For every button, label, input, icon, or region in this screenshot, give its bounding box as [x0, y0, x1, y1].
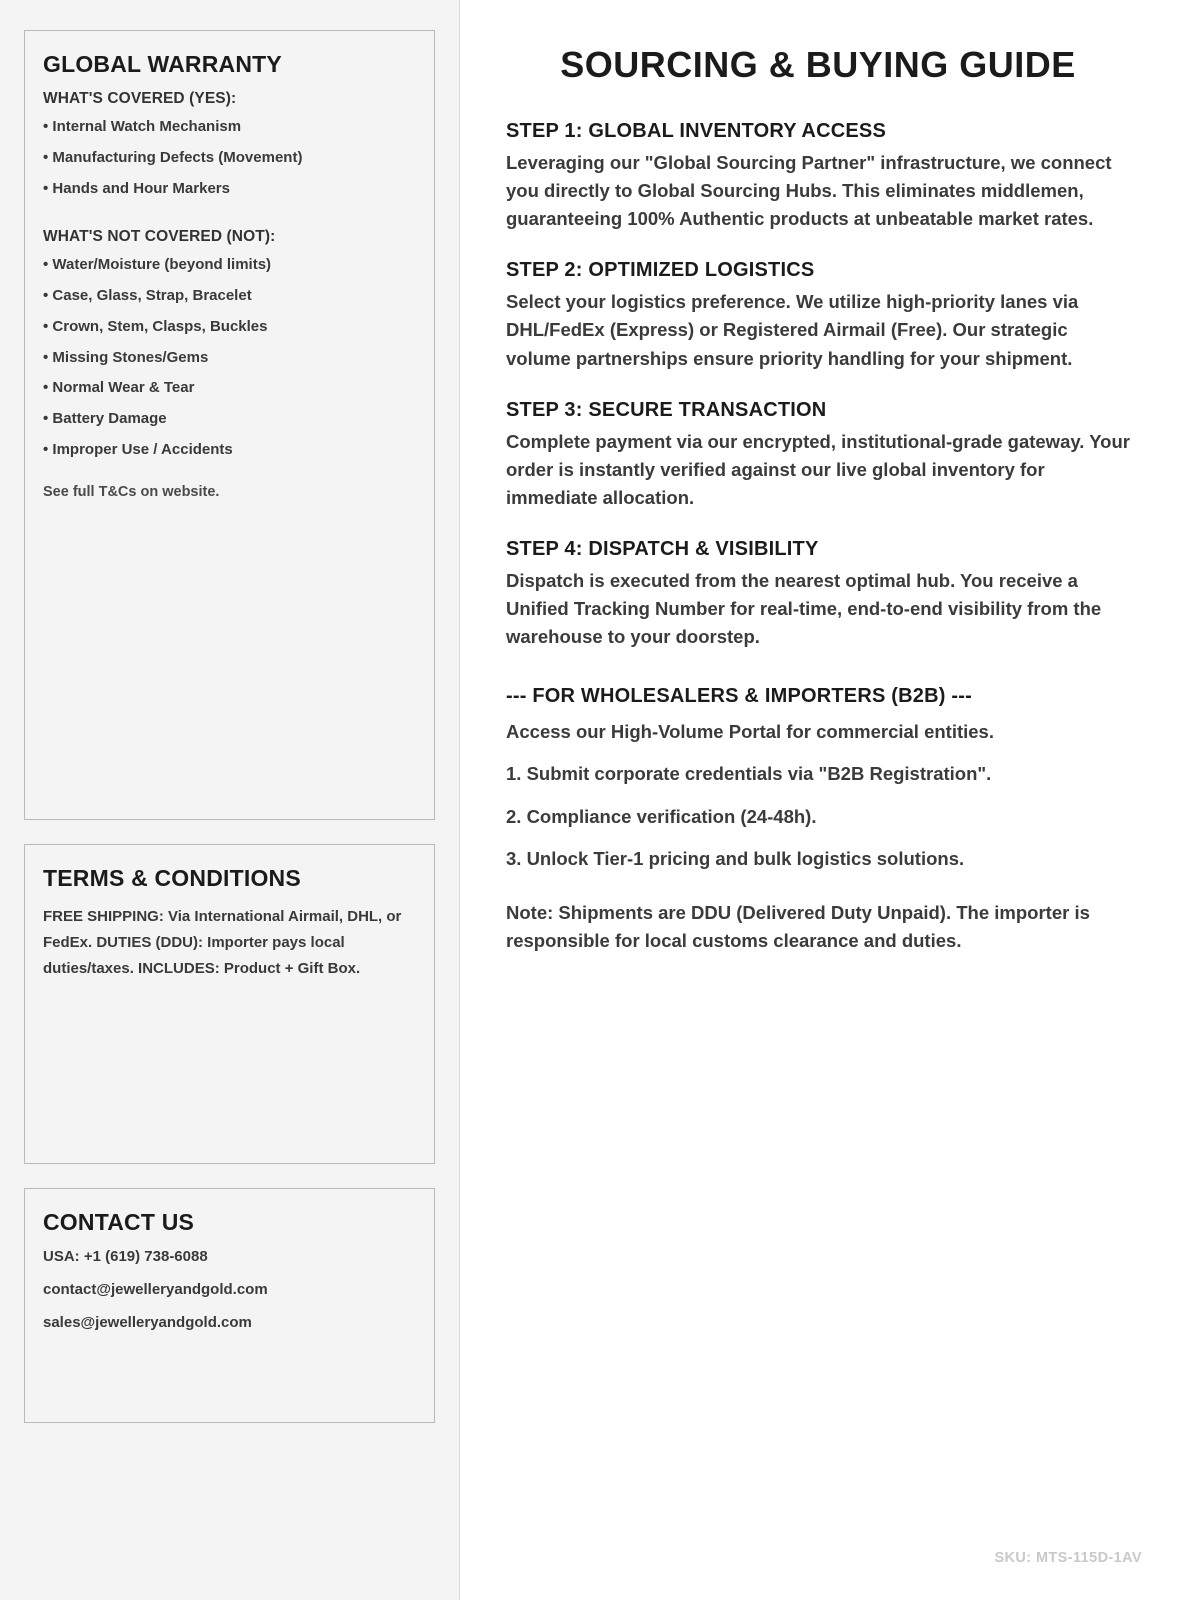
b2b-step-2: 2. Compliance verification (24-48h). — [506, 805, 817, 827]
step-heading: STEP 2: OPTIMIZED LOGISTICS — [506, 259, 815, 282]
global-warranty-panel — [24, 30, 435, 820]
warranty-not-covered-heading: WHAT'S NOT COVERED (NOT): — [43, 228, 276, 246]
step-body: Dispatch is executed from the nearest optimal hub. You receive a Unified Tracking Number for real-time, end-to-end visibility from the warehouse to your doorstep. — [506, 569, 1102, 648]
step-body: Complete payment via our encrypted, institutional-grade gateway. Your order is instantly verified against our live global inventory for immediate allocation. — [506, 430, 1130, 508]
warranty-covered-heading: WHAT'S COVERED (YES): — [43, 90, 237, 107]
contact-email-sales[interactable]: sales@jewelleryandgold.com — [43, 1314, 252, 1331]
step-body: Leveraging our "Global Sourcing Partner" infrastructure, we connect you directly to Global Sourcing Hubs. This eliminates middlemen, guaranteeing 100% Authentic products at unbeatable market rates. — [506, 152, 1112, 230]
b2b-step-3: 3. Unlock Tier-1 pricing and bulk logistics solutions. — [506, 847, 965, 869]
guide-step — [506, 399, 1130, 512]
warranty-not-covered-item: • Crown, Stem, Clasps, Buckles — [43, 317, 268, 335]
contact-us-panel — [24, 1188, 435, 1423]
guide-step — [506, 538, 1130, 651]
warranty-not-covered-item: • Water/Moisture (beyond limits) — [43, 256, 272, 274]
step-heading: STEP 4: DISPATCH & VISIBILITY — [506, 537, 819, 560]
left-sidebar — [0, 0, 460, 1600]
contact-phone[interactable]: USA: +1 (619) 738-6088 — [43, 1248, 208, 1265]
guide-step — [506, 120, 1130, 233]
step-body: Select your logistics preference. We utilize high-priority lanes via DHL/FedEx (Express) or Registered Airmail (Free). Our strategic volume partnerships ensure priority handling for your shipment. — [506, 291, 1079, 369]
step-heading: STEP 1: GLOBAL INVENTORY ACCESS — [506, 120, 886, 142]
warranty-covered-item: • Internal Watch Mechanism — [43, 118, 242, 135]
terms-body: FREE SHIPPING: Via International Airmail, DHL, or FedEx. DUTIES (DDU): Importer pays local duties/taxes. INCLUDES: Product + Gift Box. — [43, 908, 402, 977]
warranty-covered-item: • Hands and Hour Markers — [43, 179, 230, 197]
b2b-heading: --- FOR WHOLESALERS & IMPORTERS (B2B) --- — [506, 685, 972, 708]
step-heading: STEP 3: SECURE TRANSACTION — [506, 398, 827, 421]
contact-title: CONTACT US — [43, 1209, 195, 1235]
b2b-note: Note: Shipments are DDU (Delivered Duty Unpaid). The importer is responsible for local customs clearance and duties. — [506, 901, 1090, 951]
sourcing-guide-section — [460, 0, 1200, 1600]
terms-title: TERMS & CONDITIONS — [43, 865, 301, 891]
sku-label: SKU: MTS-115D-1AV — [994, 1550, 1142, 1566]
b2b-intro: Access our High-Volume Portal for commercial entities. — [506, 721, 994, 743]
warranty-not-covered-item: • Battery Damage — [43, 410, 167, 427]
warranty-title: GLOBAL WARRANTY — [43, 51, 282, 77]
warranty-covered-item: • Manufacturing Defects (Movement) — [43, 148, 303, 166]
warranty-not-covered-item: • Missing Stones/Gems — [43, 348, 209, 366]
warranty-not-covered-item: • Case, Glass, Strap, Bracelet — [43, 287, 252, 304]
b2b-step-1: 1. Submit corporate credentials via "B2B Registration". — [506, 763, 992, 785]
warranty-footnote: See full T&Cs on website. — [43, 483, 220, 500]
terms-and-conditions-panel — [24, 844, 435, 1164]
warranty-not-covered-item: • Improper Use / Accidents — [43, 440, 233, 458]
guide-title: SOURCING & BUYING GUIDE — [560, 44, 1076, 85]
contact-email-primary[interactable]: contact@jewelleryandgold.com — [43, 1281, 268, 1298]
guide-step — [506, 259, 1130, 372]
warranty-not-covered-item: • Normal Wear & Tear — [43, 379, 195, 397]
